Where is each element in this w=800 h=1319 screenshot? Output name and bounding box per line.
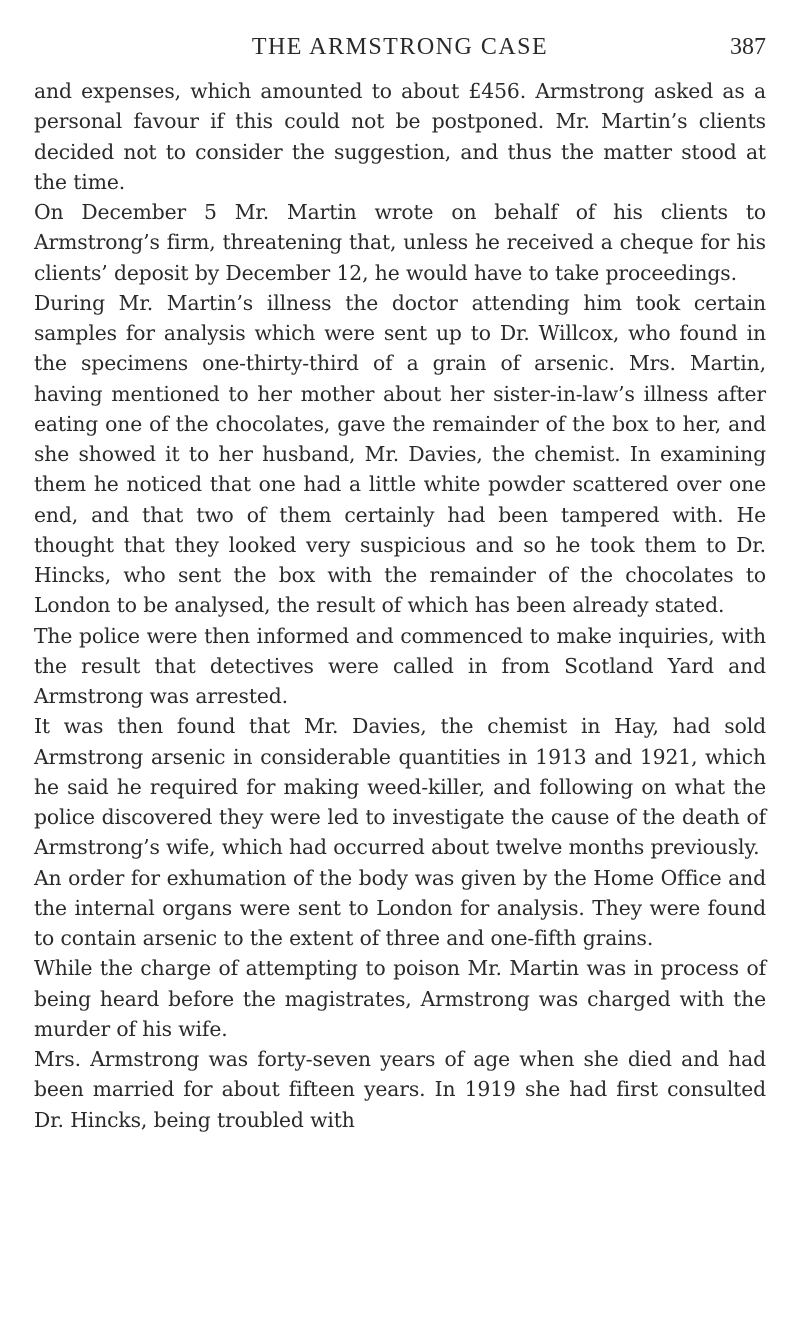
body-text — [34, 76, 766, 1135]
book-page — [34, 34, 766, 1135]
paragraph: The police were then informed and commenced to make inquiries, with the result that detectives were called in from Scotland Yard and Armstrong was arrested. — [34, 623, 766, 708]
paragraph: Mrs. Armstrong was forty-seven years of age when she died and had been married for about fifteen years. In 1919 she had first consulted Dr. Hincks, being troubled with — [34, 1047, 766, 1132]
paragraph: An order for exhumation of the body was given by the Home Office and the internal organs were sent to London for analysis. They were found to contain arsenic to the extent of three and one-fifth grains. — [34, 865, 766, 950]
paragraph: During Mr. Martin’s illness the doctor attending him took certain samples for analysis which were sent up to Dr. Willcox, who found in the specimens one-thirty-third of a grain of arsenic. Mrs. Martin, having mentioned to her mother about her sister-in-law’s illness after eating one of the chocolates, gave the remainder of the box to her, and she showed it to her husband, Mr. Davies, the chemist. In examining them he noticed that one had a little white powder scattered over one end, and that two of them certainly had been tampered with. He thought that they looked very suspicious and so he took them to Dr. Hincks, who sent the box with the remainder of the chocolates to London to be analysed, the result of which has been already stated. — [34, 290, 766, 618]
paragraph: On December 5 Mr. Martin wrote on behalf of his clients to Armstrong’s firm, threatening that, unless he received a cheque for his clients’ deposit by December 12, he would have to take proceedings. — [34, 200, 766, 285]
paragraph: It was then found that Mr. Davies, the chemist in Hay, had sold Armstrong arsenic in considerable quantities in 1913 and 1921, which he said he required for making weed-killer, and following on what the police discovered they were led to investigate the cause of the death of Armstrong’s wife, which had occurred about twelve months previously. — [34, 714, 766, 860]
running-head: THE ARMSTRONG CASE — [251, 34, 549, 60]
page-header — [34, 34, 766, 74]
page-number: 387 — [730, 34, 766, 60]
paragraph: While the charge of attempting to poison Mr. Martin was in process of being heard before the magistrates, Armstrong was charged with the murder of his wife. — [34, 956, 766, 1041]
paragraph: and expenses, which amounted to about £456. Armstrong asked as a personal favour if this could not be postponed. Mr. Martin’s clients decided not to consider the suggestion, and thus the matter stood at the time. — [34, 79, 766, 194]
